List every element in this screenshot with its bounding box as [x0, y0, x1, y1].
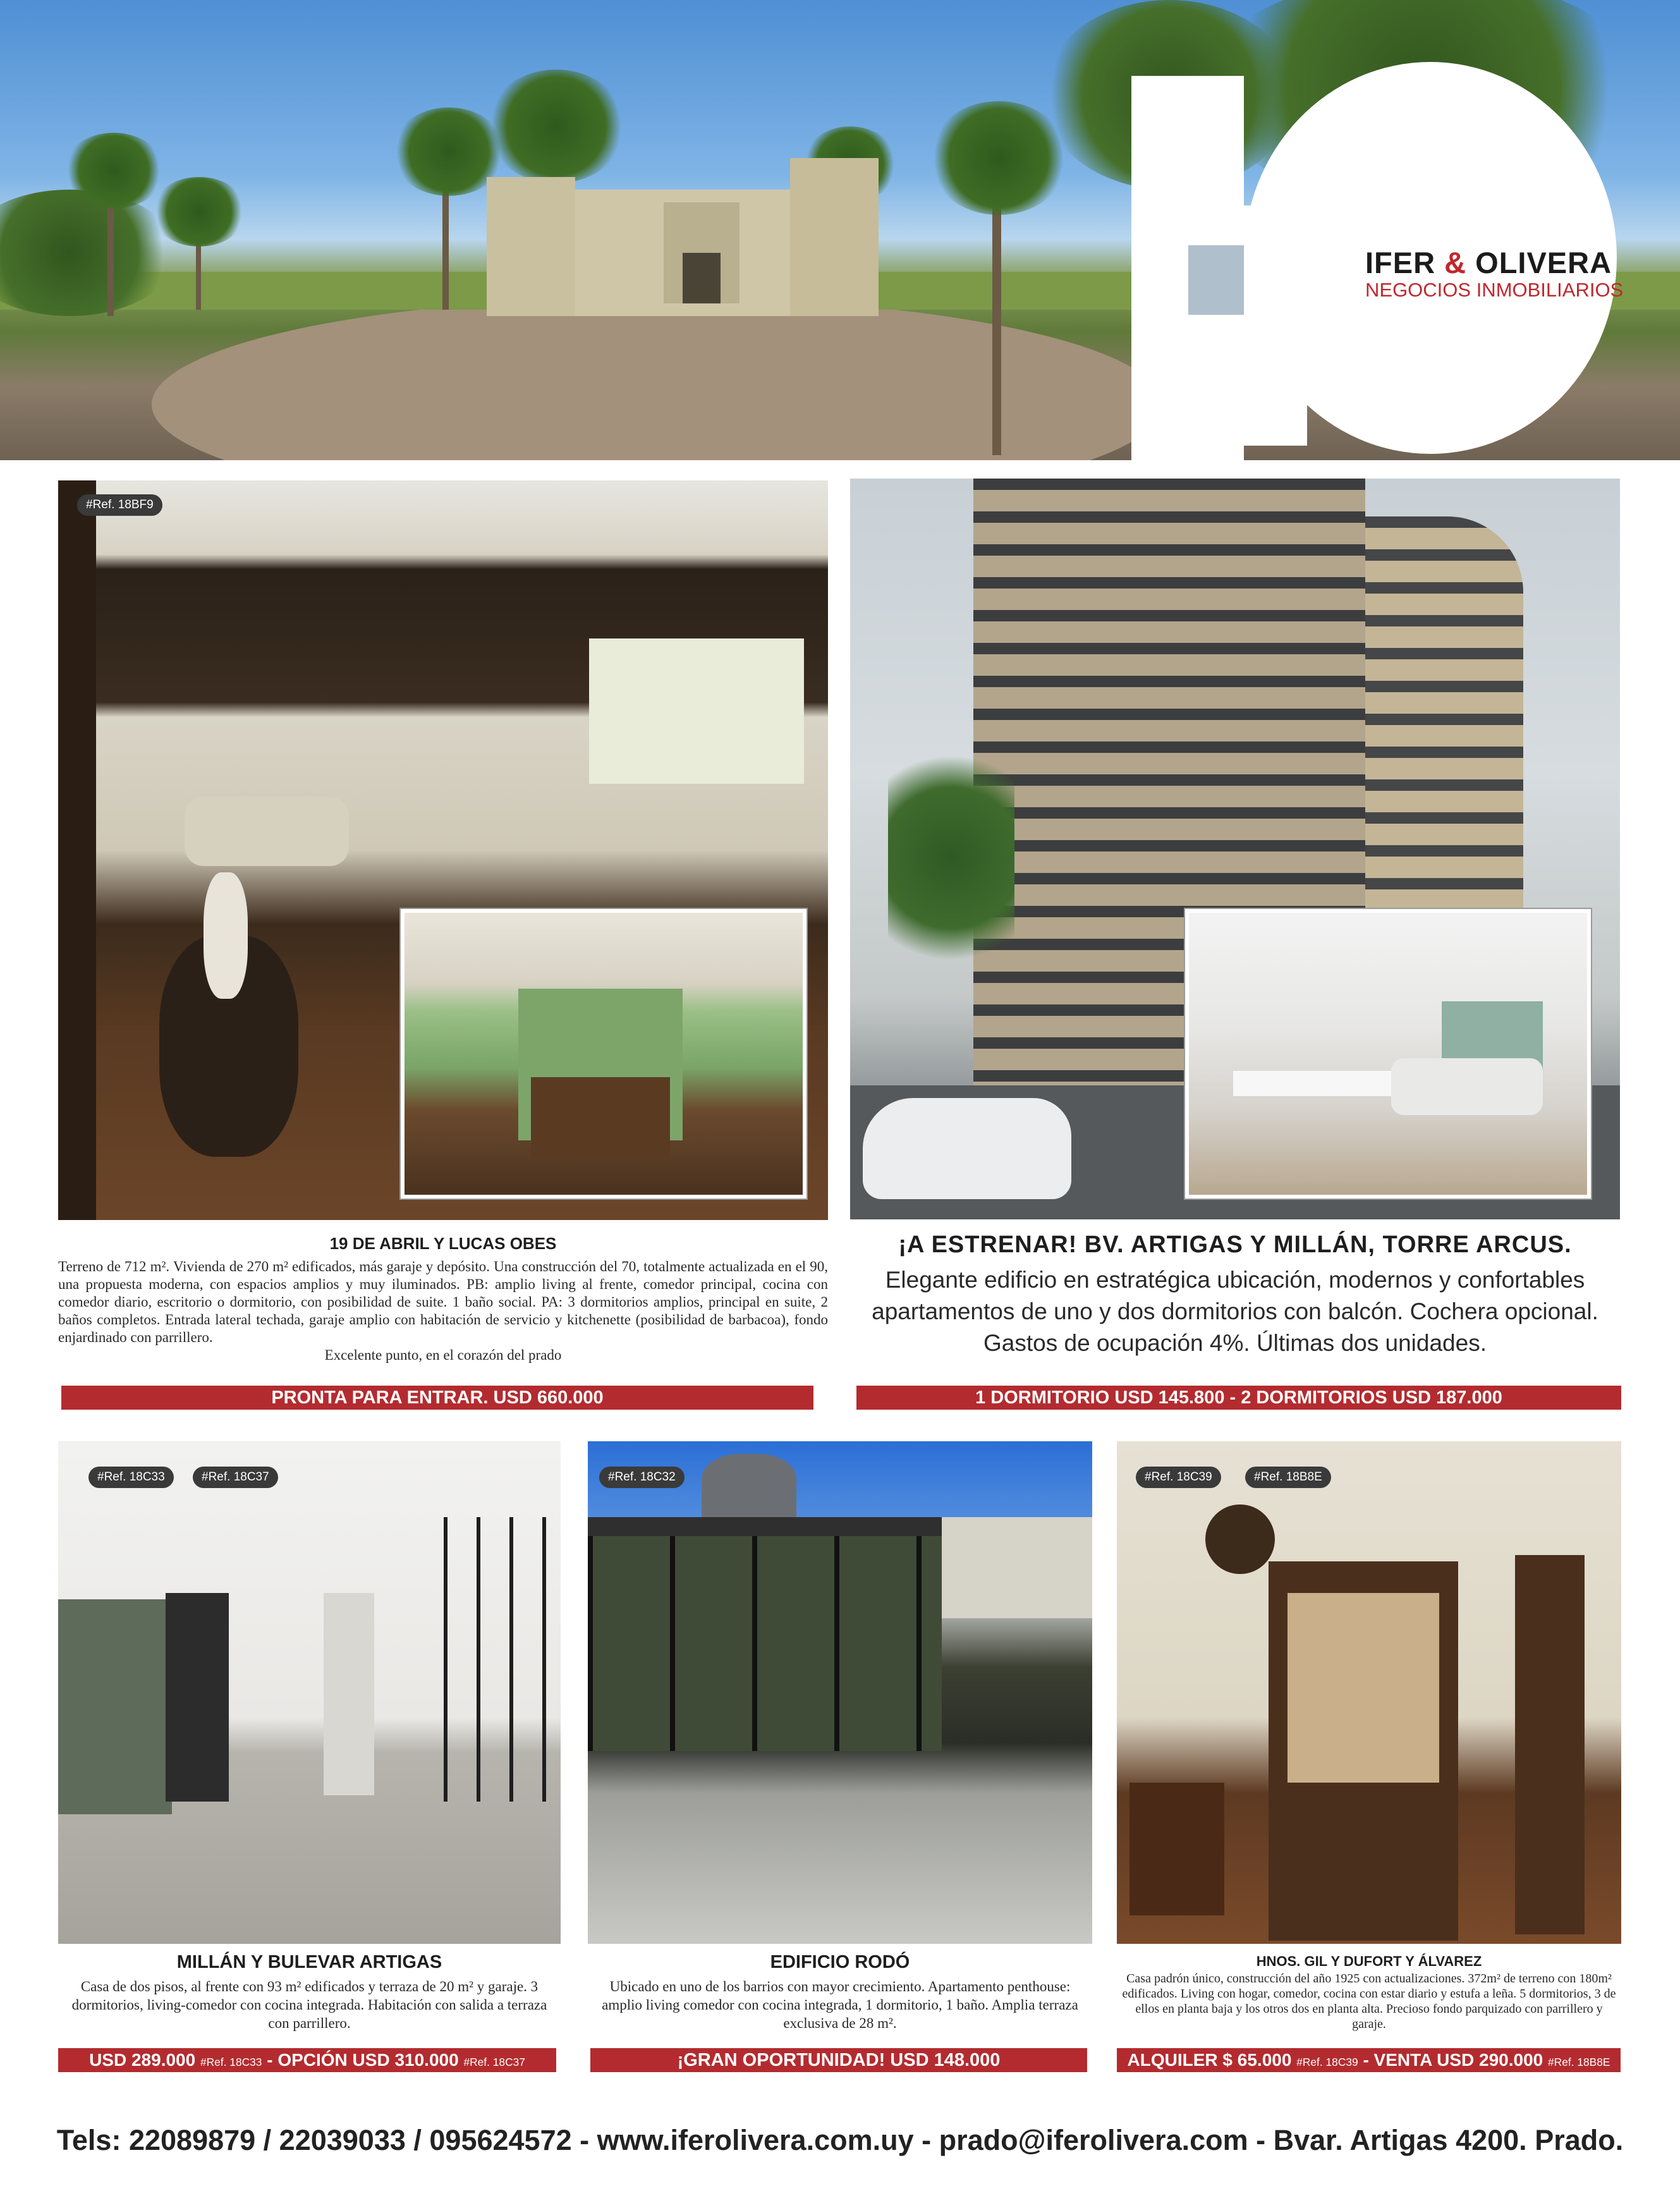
rodo-description: Ubicado en uno de los barrios con mayor crecimiento. Apartamento penthouse: amplio living comedor con cocina integrada, 1 dormitorio, 1 baño. Amplia terraza exclusiva de 28 m². [602, 1979, 1078, 2031]
millan-description: Casa de dos pisos, al frente con 93 m² edificados y terraza de 20 m² y garaje. 3 dormitorios, living-comedor con cocina integrada. Habitación con salida a terraza con parrillero. [71, 1979, 547, 2031]
gil-price-b: - VENTA USD 290.000 [1358, 2050, 1549, 2070]
logo-name: IFER & OLIVERA [1365, 246, 1612, 279]
abril-dining-room-photo [401, 909, 807, 1199]
logo-text [1365, 245, 1624, 302]
abril-price-bar: PRONTA PARA ENTRAR. USD 660.000 [61, 1386, 813, 1410]
gil-ref-badge-1: #Ref. 18C39 [1136, 1467, 1221, 1488]
rodo-title: EDIFICIO RODÓ [770, 1952, 910, 1972]
gil-price-a-ref: #Ref. 18C39 [1296, 2056, 1358, 2068]
millan-title: MILLÁN Y BULEVAR ARTIGAS [176, 1952, 442, 1972]
rodo-terrace-photo [588, 1441, 1092, 1944]
millan-interior-photo [58, 1441, 561, 1944]
gil-description: Casa padrón único, construcción del año 1925 con actualizaciones. 372m² de terreno con 180m² edificados. Living con hogar, comedor, cocina con estar diario y estufa a leña. 5 dormitorios, 3 de ellos en planta baja y los otros dos en planta alta. Precioso fondo parquizado con parrillero y garaje. [1122, 1972, 1616, 2031]
contact-footer: Tels: 22089879 / 22039033 / 095624572 - www.iferolivera.com.uy - prado@iferolivera.com - Bvar. Artigas 4200. Prado. [56, 2124, 1624, 2156]
arcus-description: Elegante edificio en estratégica ubicación, modernos y confortables apartamentos de uno y dos dormitorios con balcón. Cochera opcional. Gastos de ocupación 4%. Últimas dos unidades. [872, 1267, 1598, 1356]
gil-price-bar [1117, 2048, 1621, 2072]
gil-title: HNOS. GIL Y DUFORT Y ÁLVAREZ [1256, 1953, 1482, 1969]
arcus-title: ¡A ESTRENAR! BV. ARTIGAS Y MILLÁN, TORRE ARCUS. [898, 1231, 1572, 1258]
gil-interior-photo [1117, 1441, 1621, 1944]
gil-ref-badge-2: #Ref. 18B8E [1245, 1467, 1331, 1488]
rodo-price-bar: ¡GRAN OPORTUNIDAD! USD 148.000 [590, 2048, 1087, 2072]
abril-title: 19 DE ABRIL Y LUCAS OBES [329, 1234, 557, 1253]
abril-description [58, 1258, 828, 1364]
millan-price-b: - OPCIÓN USD 310.000 [262, 2050, 464, 2070]
abril-ref-badge: #Ref. 18BF9 [77, 494, 162, 516]
millan-ref-badge-2: #Ref. 18C37 [193, 1467, 278, 1488]
arcus-interior-photo [1185, 909, 1591, 1199]
millan-price-a: USD 289.000 [89, 2050, 200, 2070]
logo-subtitle: NEGOCIOS INMOBILIARIOS [1365, 279, 1624, 301]
abril-description-last: Excelente punto, en el corazón del prado [324, 1347, 562, 1363]
rodo-ref-badge: #Ref. 18C32 [599, 1467, 685, 1488]
millan-ref-badge-1: #Ref. 18C33 [88, 1467, 174, 1488]
millan-price-bar [58, 2048, 556, 2072]
gil-price-a: ALQUILER $ 65.000 [1127, 2050, 1297, 2070]
millan-price-b-ref: #Ref. 18C37 [463, 2056, 525, 2068]
gil-price-b-ref: #Ref. 18B8E [1548, 2056, 1610, 2068]
arcus-price-bar: 1 DORMITORIO USD 145.800 - 2 DORMITORIOS USD 187.000 [856, 1386, 1621, 1410]
millan-price-a-ref: #Ref. 18C33 [200, 2056, 262, 2068]
abril-description-body: Terreno de 712 m². Vivienda de 270 m² edificados, más garaje y depósito. Una construcción del 70, totalmente actualizada en el 90, una propuesta moderna, con espacios amplios y muy iluminados. PB: amplio living al frente, comedor principal, cocina con comedor diario, escritorio o dormitorio, con posibilidad de suite. 1 baño social. PA: 3 dormitorios amplios, principal en suite, 2 baños completos. Entrada lateral techada, garaje amplio con habitación de servicio y kitchenette (posibilidad de barbacoa), fondo enjardinado con parrillero. [58, 1259, 828, 1345]
